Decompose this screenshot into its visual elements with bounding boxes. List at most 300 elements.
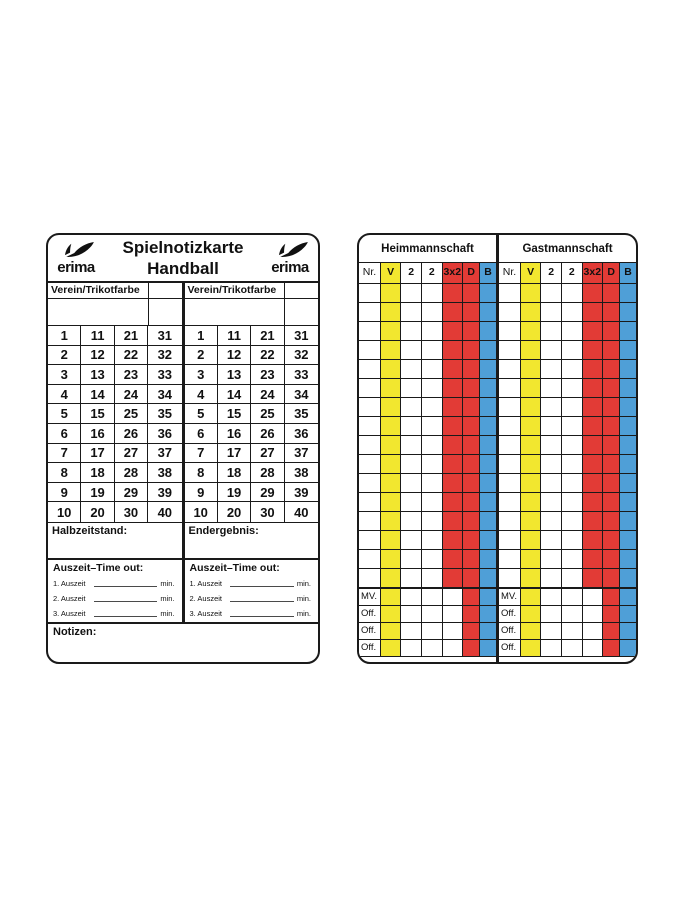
mark-cell (359, 303, 381, 321)
mark-row (359, 303, 496, 322)
timeout-label: 3. Auszeit (189, 609, 223, 618)
column-header-V: V (381, 263, 402, 283)
mark-cell (401, 284, 422, 302)
timeout-home (48, 560, 182, 622)
mark-row (499, 455, 636, 474)
timeout-blank-line (230, 601, 294, 602)
footer-cell (463, 606, 480, 622)
mark-cell (562, 455, 583, 473)
mark-cell (480, 531, 496, 549)
footer-row-label: Off. (499, 640, 521, 656)
mark-cell (359, 493, 381, 511)
mark-cell (603, 398, 620, 416)
footer-cell (562, 589, 583, 605)
mark-row (499, 398, 636, 417)
player-number-cell: 24 (251, 385, 284, 405)
mark-cell (463, 474, 480, 492)
player-number-cell: 11 (81, 326, 114, 346)
player-number-cell: 6 (48, 424, 81, 444)
mark-cell (603, 360, 620, 378)
player-number-cell: 40 (157, 504, 173, 520)
player-number-cell: 33 (148, 365, 181, 385)
timeout-row-2 (190, 589, 312, 604)
mark-cell (541, 322, 562, 340)
mark-cell (480, 303, 496, 321)
mark-cell (521, 436, 542, 454)
penalty-tables (359, 263, 636, 662)
mark-cell (443, 569, 464, 587)
mark-cell (521, 493, 542, 511)
penalty-record-card (357, 233, 638, 664)
mark-cell (480, 322, 496, 340)
mark-cell (381, 550, 402, 568)
footer-cell (443, 623, 464, 639)
club-entry-row (48, 298, 318, 325)
mark-cell (381, 341, 402, 359)
footer-cell (422, 606, 443, 622)
mark-cell (620, 379, 636, 397)
mark-cell (381, 569, 402, 587)
mark-cell (562, 512, 583, 530)
notes-section (48, 622, 318, 662)
club-entry-field (185, 299, 286, 325)
mark-cell (463, 303, 480, 321)
player-number-cell: 15 (218, 404, 251, 424)
player-number-cell: 9 (185, 483, 218, 503)
player-number-grid (48, 326, 182, 522)
club-header-home (48, 283, 182, 298)
mark-row (359, 569, 496, 587)
mark-cell (381, 436, 402, 454)
mark-cell (401, 493, 422, 511)
mark-row (499, 550, 636, 569)
mark-cell (381, 512, 402, 530)
player-number-cell: 7 (185, 444, 218, 464)
timeout-blank-line (94, 601, 158, 602)
player-number-cell: 16 (81, 424, 114, 444)
mark-cell (422, 531, 443, 549)
mark-cell (499, 322, 521, 340)
mark-cell (401, 474, 422, 492)
team-header-row (359, 235, 636, 263)
mark-cell (620, 550, 636, 568)
player-number-cell: 11 (218, 326, 251, 346)
player-number-cell: 22 (115, 346, 148, 366)
mark-cell (583, 493, 604, 511)
mark-cell (422, 436, 443, 454)
mark-cell (443, 531, 464, 549)
mark-cell (603, 493, 620, 511)
mark-cell (562, 417, 583, 435)
footer-cell (583, 589, 604, 605)
player-number-cell: 36 (148, 424, 181, 444)
player-number-cell: 32 (148, 346, 181, 366)
mark-cell (499, 417, 521, 435)
footer-cell (603, 623, 620, 639)
mark-cell (620, 531, 636, 549)
mark-cell (620, 398, 636, 416)
player-number-cell: 23 (115, 365, 148, 385)
mark-cell (359, 398, 381, 416)
mark-cell (422, 322, 443, 340)
player-number-cell: 29 (251, 483, 284, 503)
mark-cell (443, 550, 464, 568)
player-number-cell: 18 (81, 463, 114, 483)
mark-cell (562, 284, 583, 302)
mark-row (359, 284, 496, 303)
player-number-cell: 16 (218, 424, 251, 444)
column-header-V: V (521, 263, 542, 283)
mark-cell (620, 455, 636, 473)
mark-cell (603, 379, 620, 397)
timeout-label: 2. Auszeit (53, 594, 86, 603)
mark-cell (463, 493, 480, 511)
home-team-header: Heimmannschaft (381, 242, 474, 255)
footer-row (499, 623, 636, 640)
footer-cell (603, 640, 620, 656)
mark-cell (583, 341, 604, 359)
mark-cell (422, 550, 443, 568)
mark-cell (463, 455, 480, 473)
player-number-cell: 12 (218, 346, 251, 366)
player-number-cell: 19 (218, 483, 251, 503)
mark-cell (381, 455, 402, 473)
mark-cell (499, 303, 521, 321)
mark-row (499, 493, 636, 512)
footer-cell (443, 589, 464, 605)
mark-cell (480, 550, 496, 568)
timeout-min-label: min. (160, 579, 175, 588)
mark-cell (422, 569, 443, 587)
mark-cell (541, 341, 562, 359)
timeout-row-1 (190, 574, 312, 589)
mark-cell (422, 398, 443, 416)
mark-cell (541, 474, 562, 492)
timeout-row-2 (53, 589, 175, 604)
mark-cell (521, 341, 542, 359)
mark-cell (381, 474, 402, 492)
mark-cell (401, 341, 422, 359)
mark-cell (499, 455, 521, 473)
mark-cell (480, 398, 496, 416)
player-number-cell: 34 (148, 385, 181, 405)
goal-grid-home (48, 326, 182, 522)
mark-cell (443, 341, 464, 359)
column-header-2: 2 (422, 263, 443, 283)
mark-row (359, 512, 496, 531)
mark-cell (521, 531, 542, 549)
mark-cell (562, 360, 583, 378)
mark-cell (463, 569, 480, 587)
player-number-cell: 9 (48, 483, 81, 503)
mark-cell (359, 341, 381, 359)
mark-cell (422, 341, 443, 359)
mark-row (499, 512, 636, 531)
player-number-cell: 27 (251, 444, 284, 464)
mark-cell (463, 436, 480, 454)
mark-row (359, 436, 496, 455)
mark-cell (620, 360, 636, 378)
mark-cell (463, 512, 480, 530)
mark-cell (463, 550, 480, 568)
player-number-cell: 34 (285, 385, 318, 405)
footer-cell (620, 606, 636, 622)
mark-cell (422, 284, 443, 302)
footer-cell (521, 623, 542, 639)
footer-row-label: Off. (499, 623, 521, 639)
mark-cell (499, 341, 521, 359)
player-number-cell: 37 (285, 444, 318, 464)
club-entry-guest (182, 299, 319, 325)
officials-footer (359, 587, 496, 657)
mark-cell (620, 341, 636, 359)
mark-cell (583, 398, 604, 416)
mark-cell (359, 417, 381, 435)
mark-cell (401, 455, 422, 473)
mark-cell (562, 322, 583, 340)
mark-cell (562, 493, 583, 511)
player-number-cell: 15 (81, 404, 114, 424)
player-number-cell: 33 (285, 365, 318, 385)
mark-cell (401, 436, 422, 454)
footer-cell (620, 589, 636, 605)
mark-cell (443, 455, 464, 473)
footer-cell (603, 589, 620, 605)
mark-cell (401, 303, 422, 321)
game-note-card (46, 233, 320, 664)
player-number-cell: 22 (251, 346, 284, 366)
player-number-cell: 8 (48, 463, 81, 483)
mark-cell (521, 512, 542, 530)
mark-cell (541, 569, 562, 587)
mark-cell (562, 474, 583, 492)
mark-cell (359, 322, 381, 340)
mark-cell (541, 417, 562, 435)
mark-cell (521, 550, 542, 568)
goal-grid-guest (182, 326, 319, 522)
mark-cell (381, 379, 402, 397)
footer-cell (381, 606, 402, 622)
player-number-cell: 26 (115, 424, 148, 444)
footer-cell (422, 640, 443, 656)
footer-row (499, 589, 636, 606)
mark-cell (541, 436, 562, 454)
mark-cell (381, 284, 402, 302)
timeout-guest (182, 560, 319, 622)
player-number-cell: 24 (115, 385, 148, 405)
mark-row (499, 436, 636, 455)
mark-cell (443, 303, 464, 321)
card-header (48, 235, 318, 281)
mark-cell (583, 379, 604, 397)
column-header-2: 2 (401, 263, 422, 283)
officials-footer (499, 587, 636, 657)
mark-row (499, 569, 636, 587)
footer-cell (541, 589, 562, 605)
marks-body (499, 284, 636, 587)
mark-cell (463, 531, 480, 549)
mark-cell (620, 474, 636, 492)
player-number-cell: 21 (115, 326, 148, 346)
mark-row (359, 398, 496, 417)
footer-cell (401, 589, 422, 605)
player-number-cell: 6 (185, 424, 218, 444)
mark-cell (401, 417, 422, 435)
mark-cell (422, 303, 443, 321)
halftime-score-cell (48, 523, 182, 558)
player-number-cell: 12 (81, 346, 114, 366)
mark-cell (443, 360, 464, 378)
footer-cell (422, 589, 443, 605)
timeout-title: Auszeit–Time out: (189, 562, 280, 574)
player-number-cell: 40 (294, 504, 309, 520)
mark-cell (401, 512, 422, 530)
player-number-cell: 25 (251, 404, 284, 424)
mark-cell (620, 417, 636, 435)
mark-row (359, 550, 496, 569)
footer-cell (620, 623, 636, 639)
club-entry-field (48, 299, 149, 325)
footer-row (359, 640, 496, 657)
erima-wordmark: erima (271, 258, 309, 276)
mark-cell (620, 284, 636, 302)
mark-row (359, 493, 496, 512)
club-entry-home (48, 299, 182, 325)
mark-cell (499, 436, 521, 454)
mark-cell (583, 436, 604, 454)
mark-row (499, 379, 636, 398)
mark-cell (480, 569, 496, 587)
mark-cell (401, 360, 422, 378)
timeout-min-label: min. (296, 579, 311, 588)
mark-cell (499, 379, 521, 397)
mark-cell (480, 455, 496, 473)
column-header-row (499, 263, 636, 284)
footer-cell (443, 606, 464, 622)
erima-logo (57, 242, 95, 275)
player-number-cell: 21 (251, 326, 284, 346)
erima-wings-icon (271, 242, 309, 259)
footer-cell (401, 623, 422, 639)
mark-cell (422, 379, 443, 397)
mark-cell (541, 303, 562, 321)
column-header-D: D (463, 263, 480, 283)
mark-cell (359, 379, 381, 397)
player-number-cell: 28 (251, 463, 284, 483)
mark-row (359, 455, 496, 474)
erima-logo (271, 242, 309, 275)
score-row (48, 522, 318, 558)
footer-row-label: Off. (359, 606, 381, 622)
mark-row (359, 417, 496, 436)
card-bottom-gap (499, 657, 636, 662)
mark-cell (381, 398, 402, 416)
player-number-cell: 19 (81, 483, 114, 503)
player-number-cell: 20 (81, 502, 114, 522)
mark-cell (562, 531, 583, 549)
mark-cell (583, 569, 604, 587)
mark-row (499, 474, 636, 493)
footer-cell (480, 623, 496, 639)
mark-cell (401, 531, 422, 549)
mark-cell (381, 493, 402, 511)
mark-cell (603, 455, 620, 473)
footer-cell (521, 640, 542, 656)
mark-cell (499, 360, 521, 378)
mark-cell (443, 398, 464, 416)
column-header-2: 2 (541, 263, 562, 283)
footer-cell (381, 589, 402, 605)
footer-cell (583, 606, 604, 622)
mark-cell (381, 303, 402, 321)
club-header-guest (182, 283, 319, 298)
mark-row (499, 303, 636, 322)
footer-cell (480, 640, 496, 656)
mark-row (359, 322, 496, 341)
mark-cell (620, 569, 636, 587)
mark-cell (521, 398, 542, 416)
player-number-cell: 1 (185, 326, 218, 346)
player-number-cell: 38 (148, 463, 181, 483)
mark-row (359, 341, 496, 360)
mark-cell (541, 360, 562, 378)
mark-cell (443, 417, 464, 435)
penalty-table-home (359, 263, 496, 662)
mark-cell (401, 379, 422, 397)
player-number-cell: 3 (185, 365, 218, 385)
player-number-cell: 20 (218, 502, 251, 522)
footer-cell (620, 640, 636, 656)
column-header-B: B (620, 263, 636, 283)
mark-cell (521, 474, 542, 492)
club-color-box (149, 283, 182, 298)
mark-cell (620, 436, 636, 454)
mark-cell (521, 379, 542, 397)
player-number-cell: 25 (115, 404, 148, 424)
footer-cell (562, 606, 583, 622)
timeout-blank-line (230, 616, 294, 617)
mark-cell (603, 436, 620, 454)
mark-cell (381, 360, 402, 378)
column-header-3x2: 3x2 (443, 263, 464, 283)
footer-cell (541, 606, 562, 622)
timeout-label: 1. Auszeit (53, 579, 86, 588)
mark-cell (381, 417, 402, 435)
player-number-cell: 35 (148, 404, 181, 424)
mark-row (359, 531, 496, 550)
penalty-table-guest (496, 263, 636, 662)
timeout-min-label: min. (296, 594, 311, 603)
player-number-cell: 32 (285, 346, 318, 366)
footer-row-label: MV. (359, 589, 381, 605)
timeout-blank-line (230, 586, 294, 587)
player-number-cell: 38 (285, 463, 318, 483)
column-header-row (359, 263, 496, 284)
mark-cell (583, 303, 604, 321)
mark-cell (359, 360, 381, 378)
footer-row-label: Off. (359, 623, 381, 639)
footer-row (359, 623, 496, 640)
mark-cell (541, 455, 562, 473)
footer-cell (562, 623, 583, 639)
mark-cell (583, 455, 604, 473)
player-number-cell: 35 (285, 404, 318, 424)
footer-row (359, 606, 496, 623)
footer-cell (381, 623, 402, 639)
club-entry-box (149, 299, 182, 325)
mark-cell (603, 303, 620, 321)
mark-cell (541, 512, 562, 530)
